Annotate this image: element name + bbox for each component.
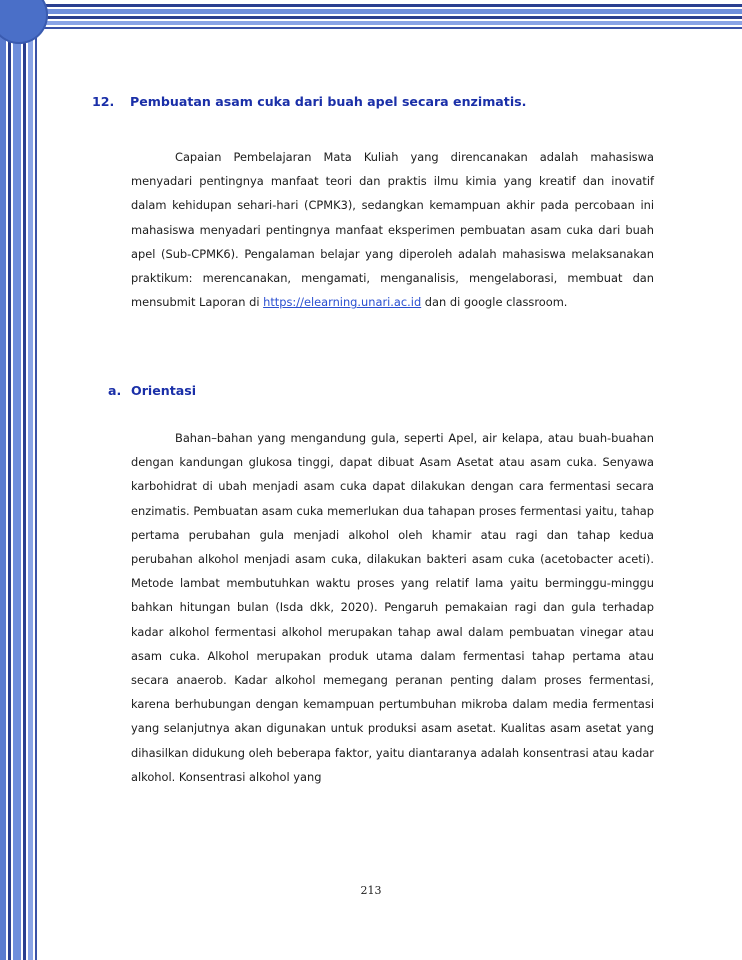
intro-text: Capaian Pembelajaran Mata Kuliah yang direncanakan adalah mahasiswa menyadari pentingnya manfaat teori dan praktis ilmu kimia yang kreatif dan inovatif dalam kehidupan sehari-hari (CPMK3), sedangkan kemampuan akhir pada percobaan ini mahasiswa menyadari pentingnya manfaat eksperimen pembuatan asam cuka dari buah apel (Sub-CPMK6). Pengalaman belajar yang diperoleh adalah mahasiswa melaksanakan praktikum: merencanakan, mengamati, menganalisis, mengelaborasi, membuat dan mensubmit Laporan di bbox=[131, 150, 654, 310]
section-number: 12. bbox=[92, 94, 115, 109]
section-title: Pembuatan asam cuka dari buah apel secara enzimatis. bbox=[130, 94, 527, 109]
corner-circle-decoration bbox=[0, 0, 48, 44]
orientation-paragraph: Bahan–bahan yang mengandung gula, seperti Apel, air kelapa, atau buah-buahan dengan kandungan glukosa tinggi, dapat dibuat Asam Asetat atau asam cuka. Senyawa karbohidrat di ubah menjadi asam cuka dapat dilakukan dengan cara fermentasi secara enzimatis. Pembuatan asam cuka memerlukan dua tahapan proses fermentasi yaitu, tahap pertama perubahan gula menjadi alkohol oleh khamir atau ragi dan tahap kedua perubahan alkohol menjadi asam cuka, dilakukan bakteri asam cuka (acetobacter aceti). Metode lambat membutuhkan waktu proses yang relatif lama yaitu berminggu-minggu bahkan hitungan bulan (Isda dkk, 2020). Pengaruh pemakaian ragi dan gula terhadap kadar alkohol fermentasi alkohol merupakan tahap awal dalam pembuatan vinegar atau asam cuka. Alkohol merupakan produk utama dalam fermentasi tahap pertama atau secara anaerob. Kadar alkohol memegang peranan penting dalam proses fermentasi, karena berhubungan dengan kemampuan pertumbuhan mikroba dalam media fermentasi yang selanjutnya akan digunakan untuk produksi asam asetat. Kualitas asam asetat yang dihasilkan didukung oleh beberapa faktor, yaitu diantaranya adalah konsentrasi atau kadar alkohol. Konsentrasi alkohol yang bbox=[131, 431, 654, 784]
left-border-decoration bbox=[0, 0, 40, 960]
subsection-heading bbox=[108, 383, 196, 398]
intro-text-end: dan di google classroom. bbox=[421, 295, 568, 310]
top-border-decoration bbox=[0, 0, 742, 36]
subsection-title: Orientasi bbox=[131, 383, 197, 398]
section-heading bbox=[92, 94, 526, 109]
intro-paragraph bbox=[131, 145, 654, 314]
elearning-link[interactable]: https://elearning.unari.ac.id bbox=[263, 295, 422, 310]
subsection-letter: a. bbox=[108, 383, 122, 398]
page-number: 213 bbox=[360, 884, 382, 897]
